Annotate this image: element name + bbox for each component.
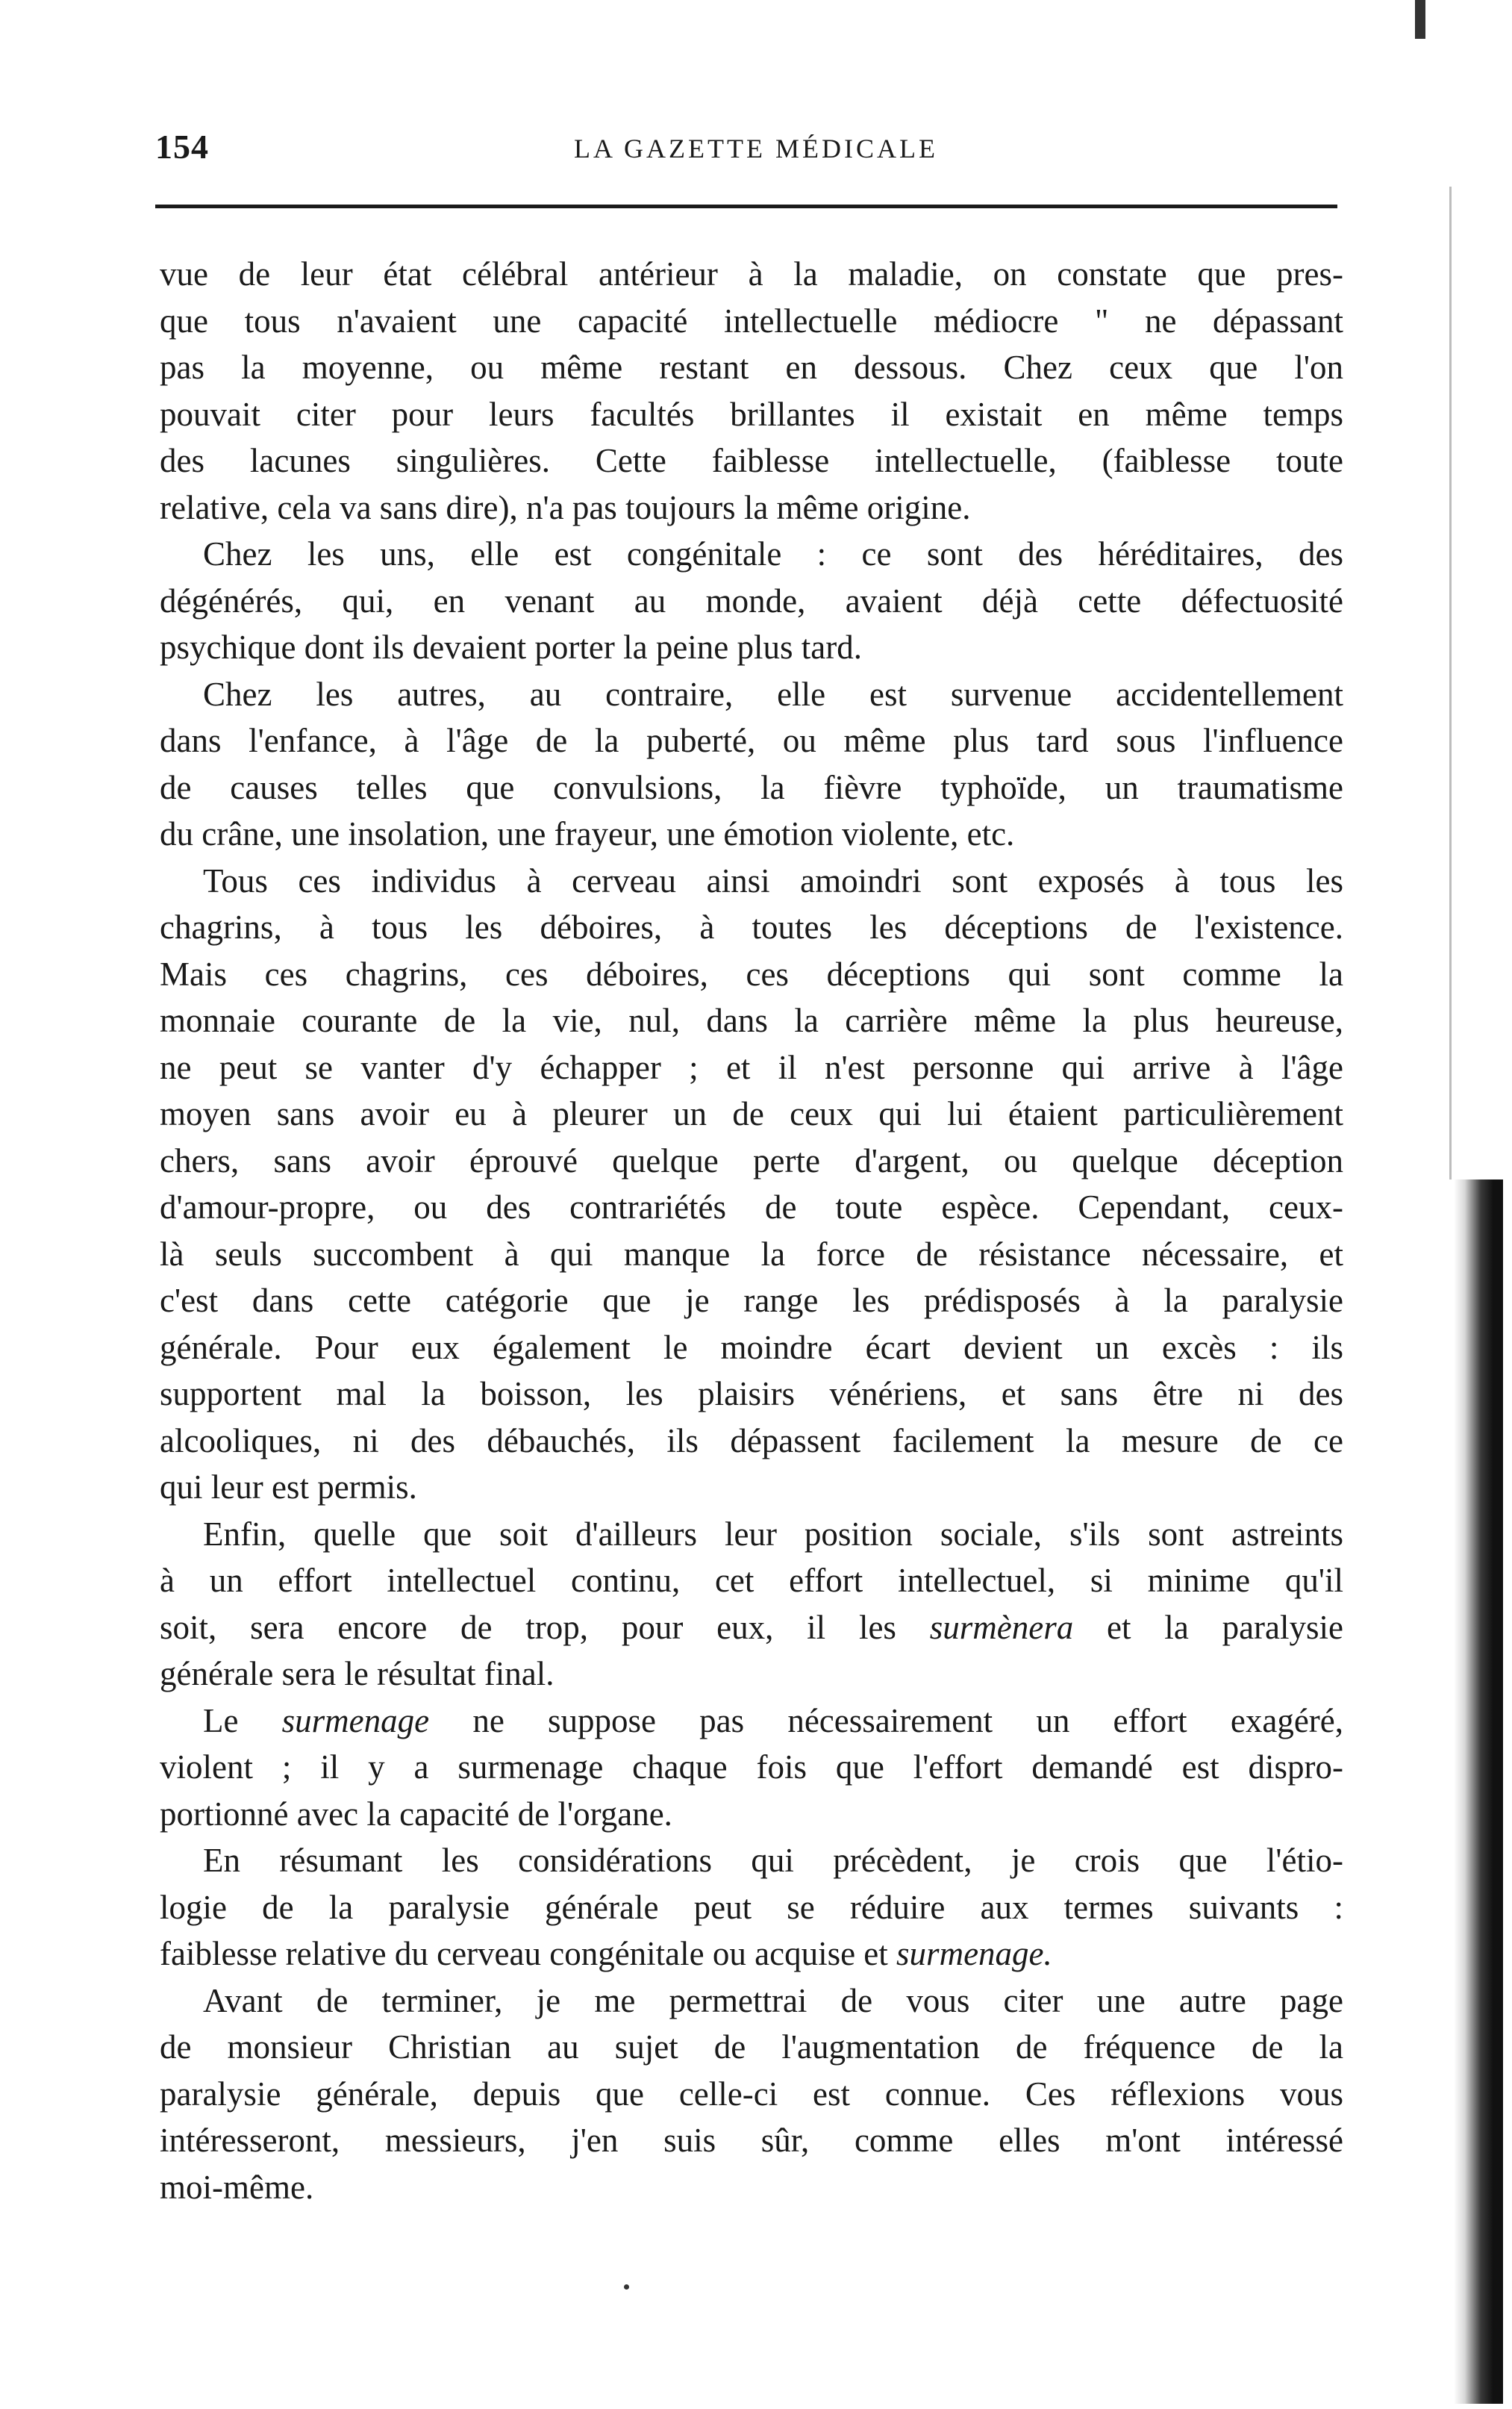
text-line: En résumant les considérations qui précèdent, je crois que l'étio- bbox=[203, 1842, 1343, 1879]
text-line: générale sera le résultat final. bbox=[160, 1655, 554, 1692]
text-line: logie de la paralysie générale peut se réduire aux termes suivants : bbox=[160, 1888, 1343, 1926]
text-line: dans l'enfance, à l'âge de la puberté, ou même plus tard sous l'influence bbox=[160, 722, 1343, 759]
text-line-with-italic bbox=[160, 1604, 1343, 1651]
text-line: moyen sans avoir eu à pleurer un de ceux qui lui étaient particulièrement bbox=[160, 1095, 1343, 1132]
text-line: générale. Pour eux également le moindre écart devient un excès : ils bbox=[160, 1328, 1343, 1366]
text-line: supportent mal la boisson, les plaisirs vénériens, et sans être ni des bbox=[160, 1375, 1343, 1412]
text-line: ne peut se vanter d'y échapper ; et il n'est personne qui arrive à l'âge bbox=[160, 1048, 1343, 1086]
header-rule bbox=[155, 205, 1337, 208]
text-line: pouvait citer pour leurs facultés brillantes il existait en même temps bbox=[160, 395, 1343, 433]
text-line: Chez les uns, elle est congénitale : ce sont des héréditaires, des bbox=[203, 535, 1343, 573]
text-line: intéresseront, messieurs, j'en suis sûr, comme elles m'ont intéressé bbox=[160, 2122, 1343, 2159]
text-line: portionné avec la capacité de l'organe. bbox=[160, 1795, 672, 1833]
text-line: à un effort intellectuel continu, cet effort intellectuel, si minime qu'il bbox=[160, 1562, 1343, 1599]
text-run: ne suppose pas nécessairement un effort exagéré, bbox=[429, 1701, 1343, 1739]
text-line: là seuls succombent à qui manque la force de résistance nécessaire, et bbox=[160, 1235, 1343, 1273]
text-run: soit, sera encore de trop, pour eux, il les bbox=[160, 1608, 930, 1646]
text-line: pas la moyenne, ou même restant en dessous. Chez ceux que l'on bbox=[160, 349, 1343, 386]
page-edge-mark bbox=[1415, 0, 1425, 39]
text-line: vue de leur état célébral antérieur à la maladie, on constate que pres- bbox=[160, 255, 1343, 293]
text-line: Avant de terminer, je me permettrai de vous citer une autre page bbox=[203, 1981, 1343, 2019]
text-line: du crâne, une insolation, une frayeur, une émotion violente, etc. bbox=[160, 815, 1015, 853]
text-line: monnaie courante de la vie, nul, dans la carrière même la plus heureuse, bbox=[160, 1002, 1343, 1039]
italic-term: surmènera bbox=[929, 1608, 1074, 1646]
text-line: Tous ces individus à cerveau ainsi amoindri sont exposés à tous les bbox=[203, 861, 1343, 900]
italic-term: surmenage. bbox=[896, 1935, 1052, 1972]
text-line: chers, sans avoir éprouvé quelque perte d'argent, ou quelque déception bbox=[160, 1141, 1343, 1179]
running-title: LA GAZETTE MÉDICALE bbox=[574, 134, 938, 163]
margin-line bbox=[1449, 187, 1452, 1179]
text-line: chagrins, à tous les déboires, à toutes les déceptions de l'existence. bbox=[160, 909, 1343, 946]
text-line: d'amour-propre, ou des contrariétés de toute espèce. Cependant, ceux- bbox=[160, 1188, 1343, 1226]
text-line: violent ; il y a surmenage chaque fois que l'effort demandé est dispro- bbox=[160, 1748, 1343, 1786]
text-run: et la paralysie bbox=[1073, 1608, 1343, 1646]
article-body bbox=[160, 251, 1343, 2210]
text-line-with-italic bbox=[160, 1930, 1343, 1978]
text-line: des lacunes singulières. Cette faiblesse intellectuelle, (faiblesse toute bbox=[160, 442, 1343, 479]
text-line: de monsieur Christian au sujet de l'augmentation de fréquence de la bbox=[160, 2028, 1343, 2066]
text-line: que tous n'avaient une capacité intellectuelle médiocre " ne dépassant bbox=[160, 302, 1343, 340]
text-line: paralysie générale, depuis que celle-ci est connue. Ces réflexions vous bbox=[160, 2075, 1343, 2113]
italic-term: surmenage bbox=[281, 1701, 430, 1739]
text-line: qui leur est permis. bbox=[160, 1468, 417, 1506]
text-line-with-italic bbox=[160, 1698, 1343, 1745]
text-run: Le bbox=[203, 1701, 282, 1739]
text-line: c'est dans cette catégorie que je range les prédisposés à la paralysie bbox=[160, 1282, 1343, 1319]
text-run: faiblesse relative du cerveau congénitale ou acquise et bbox=[160, 1935, 897, 1972]
text-line: alcooliques, ni des débauchés, ils dépassent facilement la mesure de ce bbox=[160, 1421, 1343, 1459]
ink-speck bbox=[624, 2284, 629, 2290]
page-number: 154 bbox=[155, 128, 209, 166]
text-line: de causes telles que convulsions, la fièvre typhoïde, un traumatisme bbox=[160, 768, 1343, 806]
text-line: dégénérés, qui, en venant au monde, avaient déjà cette défectuosité bbox=[160, 582, 1343, 620]
text-line: Enfin, quelle que soit d'ailleurs leur position sociale, s'ils sont astreints bbox=[203, 1515, 1343, 1553]
text-line: psychique dont ils devaient porter la peine plus tard. bbox=[160, 629, 863, 666]
text-line: relative, cela va sans dire), n'a pas toujours la même origine. bbox=[160, 488, 971, 526]
text-line: Mais ces chagrins, ces déboires, ces déceptions qui sont comme la bbox=[160, 955, 1343, 993]
text-line: moi-même. bbox=[160, 2168, 314, 2206]
text-line: Chez les autres, au contraire, elle est survenue accidentellement bbox=[203, 675, 1343, 713]
page-edge-shadow bbox=[1454, 1179, 1503, 2404]
